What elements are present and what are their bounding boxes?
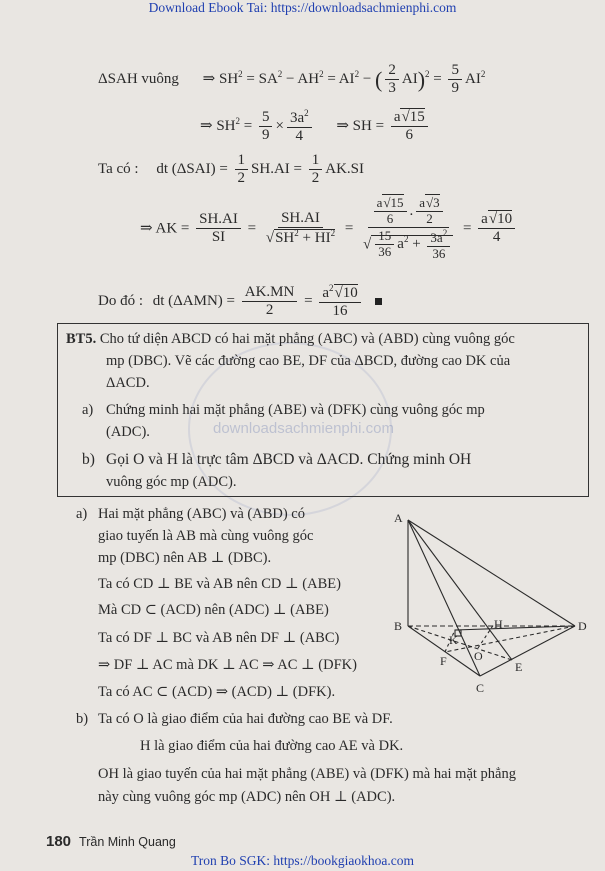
label-e: E — [515, 660, 523, 674]
label-f: F — [440, 654, 447, 668]
answer-a-line6: Ta có DF ⊥ BC và AB nên DF ⊥ (ABC) — [98, 630, 340, 646]
answer-a-label: a) — [76, 506, 88, 522]
exercise-a-label: a) — [82, 402, 94, 418]
sah-eq2: ⇒ $SH^2$ = $\frac{5}{9}$ × $\frac{3a^2}{4}$ ⇒ SH = $\frac{a√15}{6}$ — [200, 108, 431, 146]
altitude-dk — [455, 626, 575, 630]
label-o: O — [474, 649, 483, 663]
watermark-text: downloadsachmienphi.com — [213, 420, 394, 437]
label-a: A — [394, 511, 403, 525]
exercise-a-line2: (ADC). — [106, 424, 150, 440]
answer-a-line2: giao tuyến là AB mà cùng vuông góc — [98, 528, 314, 544]
bottom-banner[interactable]: Tron Bo SGK: https://bookgiaokhoa.com — [190, 853, 414, 868]
answer-a-line8: Ta có AC ⊂ (ACD) ⇒ (ACD) ⊥ (DFK). — [98, 684, 336, 700]
label-k: K — [449, 633, 458, 647]
line-ae — [408, 520, 512, 660]
exercise-number: BT5. — [66, 331, 97, 347]
answer-b-line4: này cùng vuông góc mp (ADC) nên OH ⊥ (ADC). — [98, 789, 396, 805]
answer-b-line1: Ta có O là giao điểm của hai đường cao BE và DF. — [98, 711, 393, 727]
taco-label: Ta có : — [98, 161, 139, 178]
dt-amn-eq: Do đó : dt (ΔAMN) = $\frac{AK.MN}{2}$ = $\frac{a^2√10}{16}$ — [98, 283, 382, 321]
sah-eq1: ΔSAH vuông ⇒ $SH^2 = SA^2 - AH^2 = AI^2$ − ( $\frac{2}{3}$ AI)$^2$ = $\frac{5}{9}$ $AI^2$ — [98, 62, 486, 97]
edge-cd — [480, 626, 575, 676]
answer-a-line5: Mà CD ⊂ (ACD) nên (ADC) ⊥ (ABE) — [98, 602, 329, 618]
exercise-a-line1: Chứng minh hai mặt phẳng (ABE) và (DFK) cùng vuông góc mp — [106, 402, 485, 418]
exercise-line2: mp (DBC). Vẽ các đường cao BE, DF của ΔBCD, đường cao DK của — [106, 353, 511, 369]
end-proof-square — [375, 298, 382, 305]
sah-label: ΔSAH vuông — [98, 71, 179, 88]
exercise-b-line2: vuông góc mp (ADC). — [106, 474, 237, 490]
exercise-b-label: b) — [82, 451, 95, 468]
label-c: C — [476, 681, 485, 695]
dt-sai-eq: Ta có : dt (ΔSAI) = $\frac{1}{2}$ SH.AI = $\frac{1}{2}$ AK.SI — [98, 152, 365, 187]
line-oh — [478, 624, 494, 648]
page-number: 180 — [46, 833, 72, 850]
ak-eq: ⇒ AK = $\frac{SH.AI}{SI}$ = $\frac{SH.AI}{√SH^2 + HI^2}$ = $\frac{a√15}{6}$ . $\frac{a√3}{2}$ √ $\frac{15}{36}$ $a^2$ + $\frac{3a^2}{36}$ = $\frac{a√10}{4}$ — [140, 196, 518, 262]
exercise-b-line1: Gọi O và H là trực tâm ΔBCD và ΔACD. Chứng minh OH — [106, 451, 472, 468]
answer-a-line7: ⇒ DF ⊥ AC mà DK ⊥ AC ⇒ AC ⊥ (DFK) — [98, 657, 357, 673]
label-b: B — [394, 619, 403, 633]
dodo-label: Do đó : — [98, 293, 143, 310]
answer-b-line2: H là giao điểm của hai đường cao AE và DK. — [140, 738, 404, 754]
author-name: Trần Minh Quang — [79, 835, 176, 849]
answer-a-line3: mp (DBC) nên AB ⊥ (DBC). — [98, 550, 272, 566]
answer-b-line3: OH là giao tuyến của hai mặt phẳng (ABE) và (DFK) mà hai mặt phẳng — [98, 766, 516, 782]
exercise-line1: BT5. Cho tứ diện ABCD có hai mặt phẳng (ABC) và (ABD) cùng vuông góc — [66, 331, 515, 347]
exercise-line3: ΔACD. — [106, 375, 150, 391]
answer-a-line4: Ta có CD ⊥ BE và AB nên CD ⊥ (ABE) — [98, 576, 341, 592]
label-h: H — [494, 617, 503, 631]
answer-a-line1: Hai mặt phẳng (ABC) và (ABD) có — [98, 506, 305, 522]
tetrahedron-figure — [390, 508, 600, 698]
edge-bc — [408, 626, 480, 676]
top-banner[interactable]: Download Ebook Tai: https://downloadsachmienphi.com — [148, 0, 457, 15]
altitude-be — [408, 626, 512, 660]
label-d: D — [578, 619, 587, 633]
page-footer — [46, 833, 176, 851]
answer-b-label: b) — [76, 711, 89, 727]
